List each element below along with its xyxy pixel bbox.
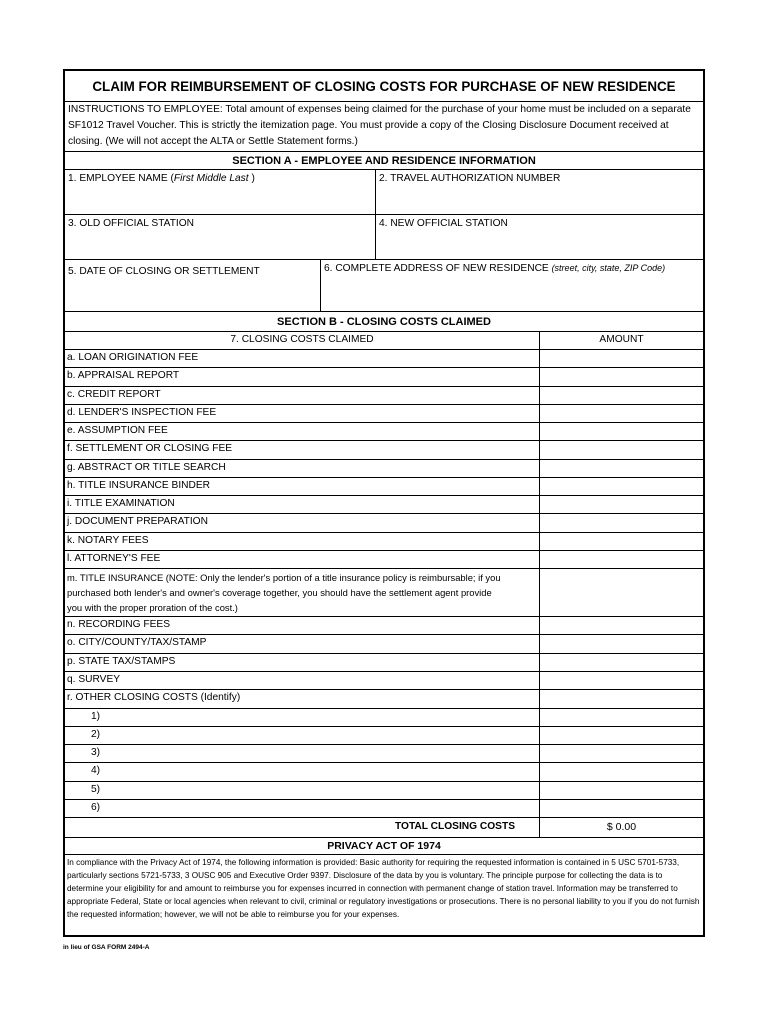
employee-name-field[interactable]: 1. EMPLOYEE NAME (First Middle Last ) (65, 170, 376, 215)
closing-cost-label: f. SETTLEMENT OR CLOSING FEE (67, 443, 233, 455)
closing-cost-label: r. OTHER CLOSING COSTS (Identify) (67, 692, 241, 704)
closing-cost-label: c. CREDIT REPORT (67, 388, 161, 400)
closing-cost-amount[interactable] (539, 478, 703, 495)
other-cost-label: 6) (91, 801, 101, 813)
closing-cost-row (65, 460, 703, 478)
total-amount: $ 0.00 (539, 818, 703, 837)
closing-cost-amount[interactable] (539, 405, 703, 422)
closing-cost-row (65, 533, 703, 551)
new-residence-address-field[interactable]: 6. COMPLETE ADDRESS OF NEW RESIDENCE (street, city, state, ZIP Code) (321, 260, 703, 312)
closing-cost-row (65, 617, 703, 635)
instructions: INSTRUCTIONS TO EMPLOYEE: Total amount of expenses being claimed for the purchase of your home must be included on a separate SF1012 Travel Voucher. This is strictly the itemization page. You must provide a copy of the Closing Disclosure Document received at closing. (We will not accept the ALTA or Settle Statement forms.) (65, 102, 703, 152)
closing-cost-row (65, 405, 703, 423)
other-cost-row (65, 782, 703, 800)
closing-cost-label: a. LOAN ORIGINATION FEE (67, 352, 199, 363)
other-cost-label: 2) (91, 728, 101, 740)
closing-cost-label: n. RECORDING FEES (67, 619, 171, 630)
closing-cost-amount[interactable] (539, 387, 703, 404)
privacy-heading: PRIVACY ACT OF 1974 (65, 838, 703, 855)
closing-cost-label: h. TITLE INSURANCE BINDER (67, 479, 211, 491)
costs-column-header: 7. CLOSING COSTS CLAIMED (230, 334, 374, 345)
closing-cost-label: g. ABSTRACT OR TITLE SEARCH (67, 461, 226, 473)
reimbursement-form (63, 69, 705, 937)
closing-cost-amount[interactable] (539, 350, 703, 367)
column-header-row (65, 332, 703, 350)
closing-cost-amount[interactable] (539, 460, 703, 477)
footer-note: in lieu of GSA FORM 2494-A (63, 944, 150, 951)
closing-cost-label: k. NOTARY FEES (67, 534, 149, 546)
closing-cost-label: q. SURVEY (67, 674, 121, 686)
other-cost-row (65, 763, 703, 781)
other-cost-amount[interactable] (539, 782, 703, 799)
section-a-heading: SECTION A - EMPLOYEE AND RESIDENCE INFORMATION (65, 152, 703, 170)
total-label: TOTAL CLOSING COSTS (395, 821, 515, 832)
other-cost-row (65, 727, 703, 745)
other-cost-label: 5) (91, 783, 101, 795)
closing-cost-amount[interactable] (539, 423, 703, 440)
closing-cost-row (65, 478, 703, 496)
section-b-heading: SECTION B - CLOSING COSTS CLAIMED (65, 312, 703, 332)
total-row (65, 818, 703, 838)
closing-cost-row (65, 514, 703, 532)
closing-cost-row (65, 672, 703, 690)
closing-cost-label: l. ATTORNEY'S FEE (67, 552, 161, 564)
closing-cost-row (65, 635, 703, 653)
new-station-field[interactable]: 4. NEW OFFICIAL STATION (376, 215, 703, 260)
closing-cost-row (65, 368, 703, 386)
other-cost-amount[interactable] (539, 727, 703, 744)
other-cost-amount[interactable] (539, 800, 703, 817)
closing-cost-amount[interactable] (539, 533, 703, 550)
closing-cost-label: d. LENDER'S INSPECTION FEE (67, 406, 217, 418)
closing-cost-amount[interactable] (539, 617, 703, 634)
closing-cost-label: p. STATE TAX/STAMPS (67, 655, 176, 667)
closing-cost-row (65, 690, 703, 708)
closing-cost-row (65, 551, 703, 569)
other-cost-row (65, 709, 703, 727)
other-cost-label: 4) (91, 765, 101, 777)
closing-cost-amount[interactable] (539, 514, 703, 531)
privacy-text: In compliance with the Privacy Act of 1974, the following information is provided: Basic authority for requiring the requested information is contained in 5 USC 5701-5733, particularly sections 5721-5733, 3 OUSC 905 and Executive Order 9397. Disclosure of the data by you is voluntary. The principle purpose for collecting the data is to determine your eligibility for and amount to reimburse you for expenses incurred in connection with permanent change of station travel. Information may be transferred to appropriate Federal, State or local agencies when relevant to civil, criminal or regulatory investigations or prosecutions. There is no personal liability to you if you do not furnish the requested information; however, we will not be able to reimburse you for your expenses. (67, 858, 700, 919)
closing-cost-row (65, 350, 703, 368)
closing-cost-label: b. APPRAISAL REPORT (67, 370, 180, 382)
closing-cost-row (65, 387, 703, 405)
closing-cost-amount[interactable] (539, 690, 703, 707)
closing-cost-amount[interactable] (539, 635, 703, 652)
other-cost-row (65, 745, 703, 763)
closing-cost-amount[interactable] (539, 441, 703, 458)
closing-date-field[interactable]: 5. DATE OF CLOSING OR SETTLEMENT (65, 260, 321, 312)
other-cost-amount[interactable] (539, 763, 703, 780)
other-cost-label: 1) (91, 710, 101, 722)
closing-cost-label: e. ASSUMPTION FEE (67, 425, 168, 436)
closing-cost-amount[interactable] (539, 496, 703, 513)
title-insurance-amount[interactable] (539, 569, 703, 616)
closing-cost-label: j. DOCUMENT PREPARATION (67, 516, 208, 528)
closing-cost-row (65, 654, 703, 672)
other-cost-row (65, 800, 703, 818)
title-insurance-row: m. TITLE INSURANCE (NOTE: Only the lender's portion of a title insurance policy is reimbursable; if you purchased both lender's and owner's coverage together, you should have the settlement agent provide you with the proper proration of the cost.) (65, 569, 703, 617)
closing-cost-label: i. TITLE EXAMINATION (67, 498, 175, 509)
closing-cost-row (65, 496, 703, 514)
closing-cost-amount[interactable] (539, 368, 703, 385)
closing-cost-row (65, 423, 703, 441)
amount-column-header: AMOUNT (599, 334, 644, 345)
old-station-field[interactable]: 3. OLD OFFICIAL STATION (65, 215, 376, 260)
other-cost-amount[interactable] (539, 709, 703, 726)
closing-cost-amount[interactable] (539, 654, 703, 671)
other-cost-label: 3) (91, 747, 101, 759)
travel-authorization-field[interactable]: 2. TRAVEL AUTHORIZATION NUMBER (376, 170, 703, 215)
form-title: CLAIM FOR REIMBURSEMENT OF CLOSING COSTS FOR PURCHASE OF NEW RESIDENCE (65, 71, 703, 102)
other-cost-amount[interactable] (539, 745, 703, 762)
closing-cost-amount[interactable] (539, 672, 703, 689)
closing-cost-label: o. CITY/COUNTY/TAX/STAMP (67, 637, 207, 649)
closing-cost-row (65, 441, 703, 459)
closing-cost-amount[interactable] (539, 551, 703, 568)
